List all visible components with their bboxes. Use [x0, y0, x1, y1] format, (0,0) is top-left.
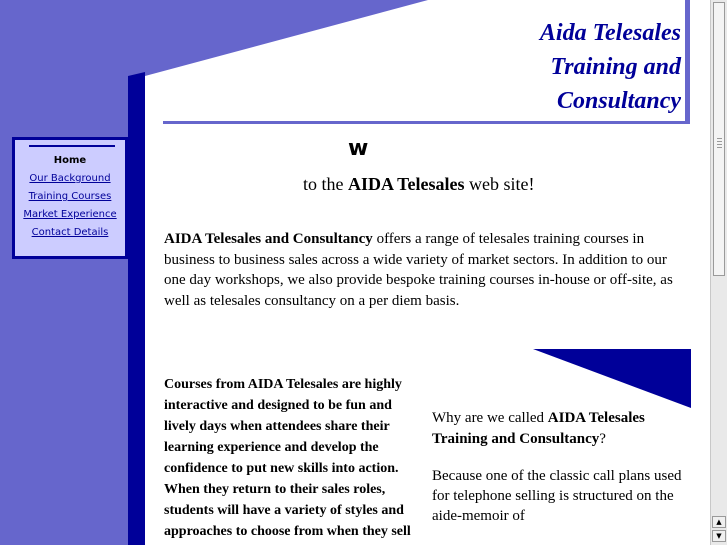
nav-item-contact-details[interactable]: Contact Details — [31, 227, 109, 238]
nav-item-training-courses[interactable]: Training Courses — [28, 191, 112, 202]
welcome-pre: to the — [303, 174, 348, 194]
intro-text: offers a range of telesales training courses in business to business sales across a wide variety of market sectors. In addition to our one day workshops, we also provide bespoke training courses in-house or off-site, as well as telesales consultancy on a per diem basis. — [164, 231, 673, 309]
why-question-pre: Why are we called — [432, 410, 548, 426]
welcome-post: web site! — [464, 174, 535, 194]
scrollbar-grip-line — [717, 138, 722, 139]
sidebar-nav — [12, 137, 128, 259]
why-answer: Because one of the classic call plans used for telephone selling is structured on the aide-memoir of — [432, 468, 682, 524]
welcome-graphic: w — [348, 136, 367, 161]
title-underline — [163, 121, 685, 124]
welcome-brand: AIDA Telesales — [348, 174, 465, 194]
scroll-down-arrow-icon[interactable]: ▼ — [712, 530, 726, 542]
site-title — [381, 16, 681, 118]
welcome-line — [303, 174, 535, 195]
title-vertical-rule — [685, 0, 690, 124]
left-dark-strip — [128, 72, 145, 545]
nav-item-market-experience[interactable]: Market Experience — [23, 209, 117, 220]
scrollbar-thumb[interactable] — [713, 2, 725, 276]
why-question-post: ? — [599, 431, 606, 447]
scrollbar-grip-line — [717, 144, 722, 145]
scrollbar-grip-line — [717, 141, 722, 142]
courses-paragraph: Courses from AIDA Telesales are highly interactive and designed to be fun and lively days when attendees share their learning experience and develop the confidence to put new skills into action. When they return to their sales roles, students will have a variety of styles and approaches to choose from when they sell — [164, 377, 411, 539]
scrollbar-grip-line — [717, 147, 722, 148]
intro-paragraph — [164, 229, 684, 311]
nav-rule — [29, 145, 115, 147]
why-question — [432, 408, 692, 450]
site-title-line-3: Consultancy — [556, 88, 681, 114]
site-title-line-1: Aida Telesales — [539, 20, 681, 46]
site-title-line-2: Training and — [550, 54, 681, 80]
nav-item-home[interactable]: Home — [53, 155, 87, 166]
scroll-up-arrow-icon[interactable]: ▲ — [712, 516, 726, 528]
nav-item-our-background[interactable]: Our Background — [29, 173, 111, 184]
why-question-brand: AIDA Telesales Training and Consultancy — [432, 410, 645, 447]
decorative-triangle — [533, 349, 691, 408]
intro-brand: AIDA Telesales and Consultancy — [164, 231, 373, 247]
vertical-scrollbar[interactable] — [710, 0, 727, 545]
